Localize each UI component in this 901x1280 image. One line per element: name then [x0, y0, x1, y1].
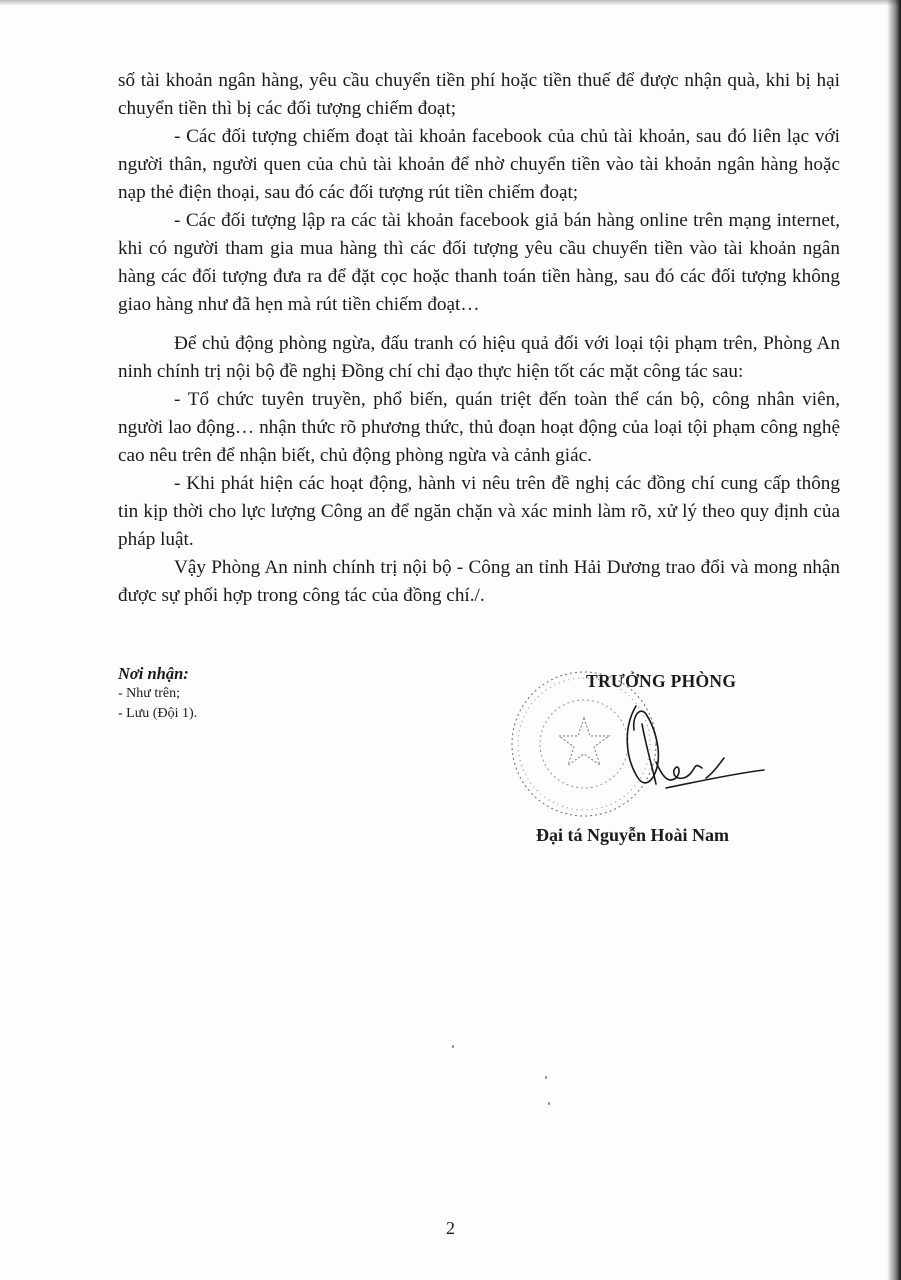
- seal-star-icon: [559, 718, 609, 765]
- body-paragraph-5: - Tổ chức tuyên truyền, phổ biến, quán triệt đến toàn thể cán bộ, công nhân viên, người lao động… nhận thức rõ phương thức, thủ đoạn hoạt động của loại tội phạm công nghệ cao nêu trên để nhận biết, chủ động phòng ngừa và cảnh giác.: [118, 389, 840, 466]
- signer-name: Đại tá Nguyễn Hoài Nam: [536, 825, 729, 845]
- body-paragraph-2: - Các đối tượng chiếm đoạt tài khoản facebook của chủ tài khoản, sau đó liên lạc với người thân, người quen của chủ tài khoản để nhờ chuyển tiền vào tài khoản ngân hàng hoặc nạp thẻ điện thoại, sau đó các đối tượng rút tiền chiếm đoạt;: [118, 126, 840, 203]
- seal-outer-ring: [512, 672, 656, 816]
- document-body: [118, 67, 840, 610]
- body-paragraph-4: Để chủ động phòng ngừa, đấu tranh có hiệu quả đối với loại tội phạm trên, Phòng An ninh chính trị nội bộ đề nghị Đồng chí chỉ đạo thực hiện tốt các mặt công tác sau:: [118, 333, 840, 382]
- scan-right-shadow: [887, 0, 901, 1280]
- signature-icon: [627, 706, 764, 788]
- body-paragraph-6: - Khi phát hiện các hoạt động, hành vi nêu trên đề nghị các đồng chí cung cấp thông tin kịp thời cho lực lượng Công an để ngăn chặn và xác minh làm rõ, xử lý theo quy định của pháp luật.: [118, 473, 840, 550]
- recipients-block: [118, 664, 197, 724]
- recipient-item-2: - Lưu (Đội 1).: [118, 706, 198, 721]
- scan-speck: [545, 1076, 547, 1079]
- body-paragraph-7: Vậy Phòng An ninh chính trị nội bộ - Công an tỉnh Hải Dương trao đổi và mong nhận được sự phối hợp trong công tác của đồng chí./.: [118, 557, 840, 606]
- page-number: 2: [446, 1218, 455, 1238]
- recipients-title: Nơi nhận:: [118, 664, 189, 683]
- scan-speck: [548, 1102, 550, 1105]
- body-paragraph-1: số tài khoản ngân hàng, yêu cầu chuyển tiền phí hoặc tiền thuế để được nhận quà, khi bị hại chuyển tiền thì bị các đối tượng chiếm đoạt;: [118, 70, 840, 119]
- body-paragraph-3: - Các đối tượng lập ra các tài khoản facebook giả bán hàng online trên mạng internet, khi có người tham gia mua hàng thì các đối tượng yêu cầu chuyển tiền vào tài khoản ngân hàng các đối tượng đưa ra để đặt cọc hoặc thanh toán tiền hàng, sau đó các đối tượng không giao hàng như đã hẹn mà rút tiền chiếm đoạt…: [118, 210, 840, 315]
- recipient-item-1: - Như trên;: [118, 686, 181, 701]
- scan-top-shadow: [0, 0, 901, 6]
- signature-title: TRƯỞNG PHÒNG: [586, 671, 737, 691]
- scan-speck: [452, 1045, 454, 1048]
